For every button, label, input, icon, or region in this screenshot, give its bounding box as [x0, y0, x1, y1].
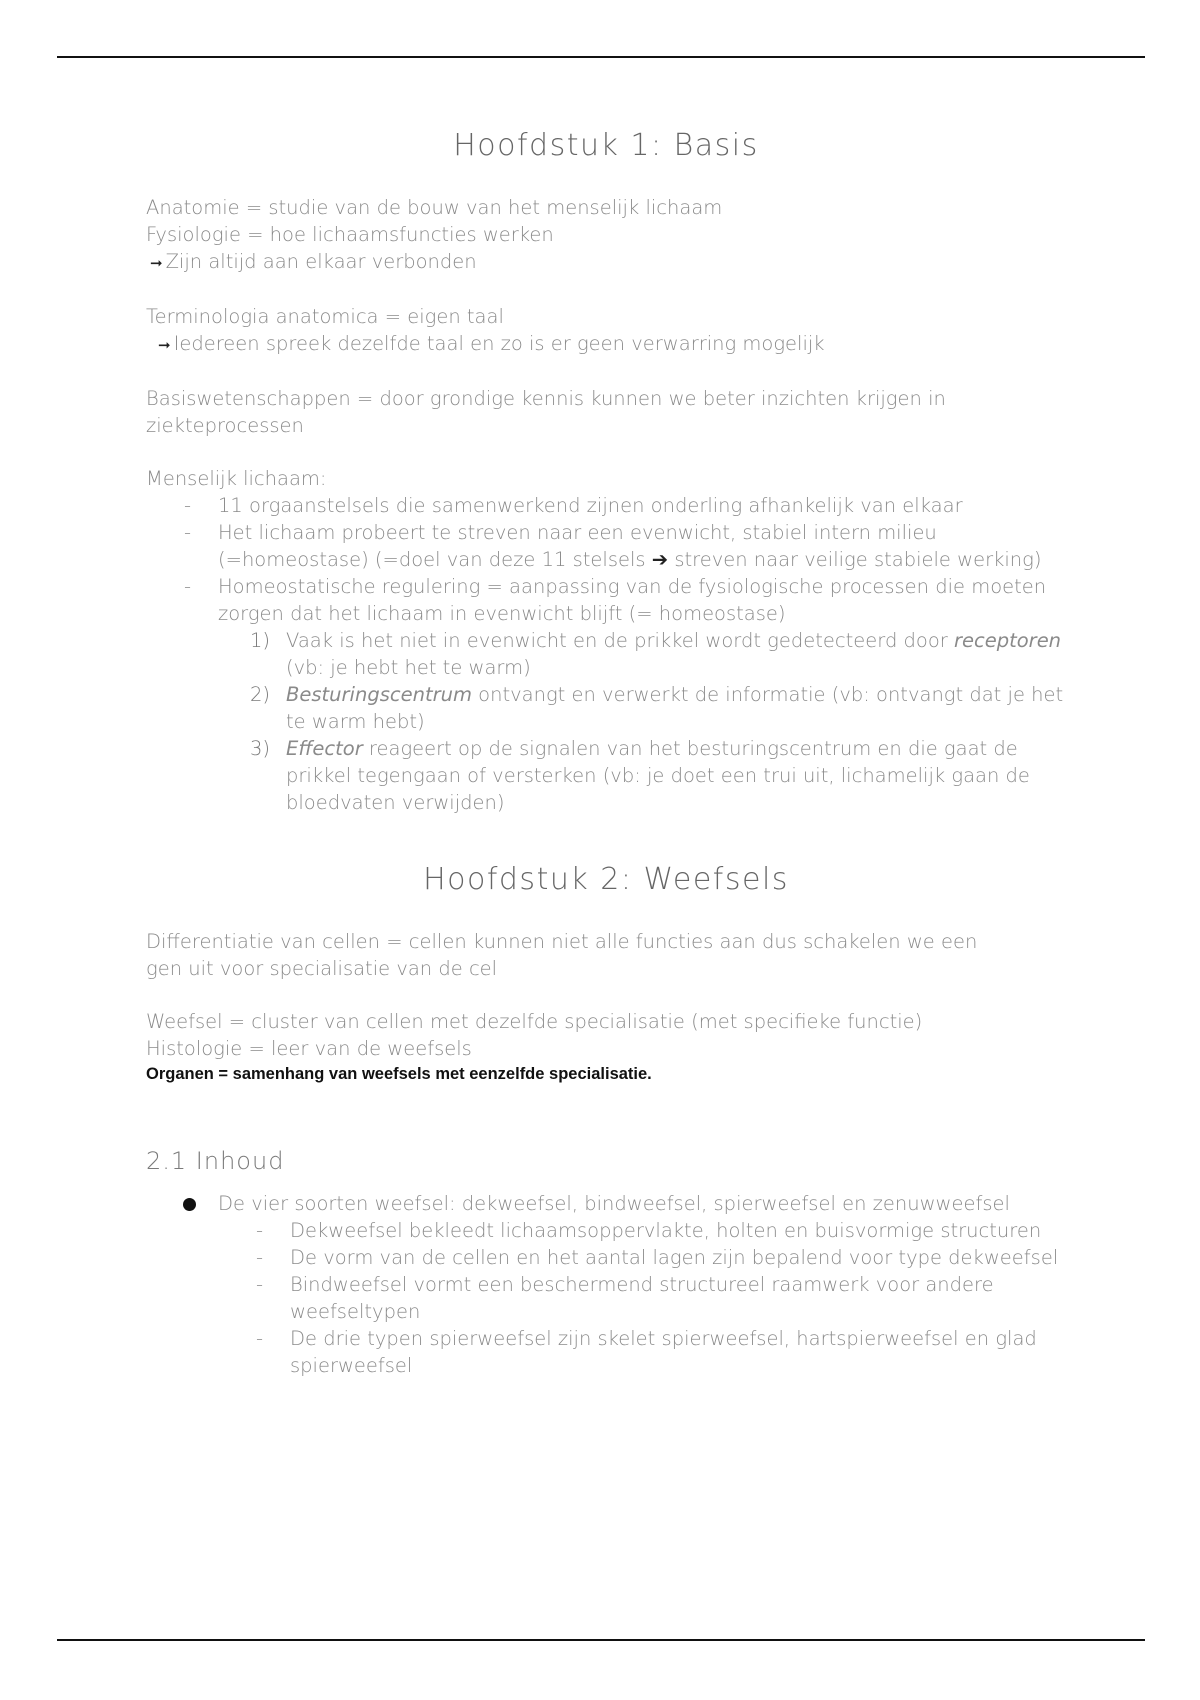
fysiologie-definition: Fysiologie = hoe lichaamsfuncties werken	[146, 223, 554, 246]
basiswetenschappen-line-2: ziekteprocessen	[146, 414, 304, 437]
list-item-text-after-arrow: streven naar veilige stabiele werking)	[674, 548, 1042, 571]
step-term: Besturingscentrum	[286, 683, 472, 706]
chapter-2-title: Hoofdstuk 2: Weefsels	[423, 862, 789, 897]
lichaam-list	[146, 492, 1066, 816]
menselijk-lichaam-heading: Menselijk lichaam:	[146, 467, 327, 490]
basiswetenschappen-line-1: Basiswetenschappen = door grondige kennis kunnen we beter inzichten krijgen in	[146, 387, 946, 410]
sublist-item: - De vorm van de cellen en het aantal lagen zijn bepalend voor type dekweefsel	[290, 1244, 1066, 1271]
top-rule	[57, 56, 1145, 58]
list-item-text: Het lichaam probeert te streven naar een evenwicht, stabiel intern milieu (=homeostase) (=doel van deze 11 stelsels	[218, 521, 937, 571]
inhoud-sublist	[218, 1217, 1066, 1379]
step-item	[250, 681, 1066, 735]
step-number: 2)	[250, 683, 271, 706]
terminologia-definition: Terminologia anatomica = eigen taal	[146, 305, 504, 328]
arrow-note-2	[146, 330, 1066, 359]
list-item-text: De vier soorten weefsel: dekweefsel, bindweefsel, spierweefsel en zenuwweefsel	[218, 1192, 1010, 1215]
right-arrow-icon: ➔	[651, 548, 669, 571]
anatomie-definition: Anatomie = studie van de bouw van het menselijk lichaam	[146, 196, 723, 219]
step-term: receptoren	[953, 629, 1062, 652]
chapter-1-title: Hoofdstuk 1: Basis	[453, 128, 759, 163]
step-number: 3)	[250, 737, 271, 760]
list-item-text: Homeostatische regulering = aanpassing van de fysiologische processen die moeten zorgen dat het lichaam in evenwicht blijft (= homeostase)	[218, 575, 1047, 625]
list-item: - 11 orgaanstelsels die samenwerkend zijnen onderling afhankelijk van elkaar	[218, 492, 1066, 519]
list-item	[218, 519, 1066, 573]
steps-list	[214, 627, 1066, 816]
page-content	[146, 128, 1066, 1379]
bullet-icon	[183, 1198, 196, 1211]
arrow-note-1	[146, 248, 1066, 277]
differentiatie-line-1: Differentiatie van cellen = cellen kunnen niet alle functies aan dus schakelen we een	[146, 930, 978, 953]
step-term: Effector	[286, 737, 363, 760]
right-arrow-icon: ➞	[150, 254, 163, 272]
histologie-definition: Histologie = leer van de weefsels	[146, 1037, 472, 1060]
list-item	[218, 573, 1066, 816]
list-item	[218, 1190, 1066, 1379]
weefsel-definition: Weefsel = cluster van cellen met dezelfde specialisatie (met specifieke functie)	[146, 1010, 923, 1033]
organen-definition: Organen = samenhang van weefsels met eenzelfde specialisatie.	[146, 1065, 652, 1083]
step-item	[250, 627, 1066, 681]
right-arrow-icon: ➞	[158, 336, 171, 354]
inhoud-list	[146, 1190, 1066, 1379]
step-text-post: ontvangt en verwerkt de informatie (vb: ontvangt dat je het te warm hebt)	[286, 683, 1064, 733]
arrow-note-2-text: Iedereen spreek dezelfde taal en zo is er geen verwarring mogelijk	[173, 332, 825, 355]
step-text-post: reageert op de signalen van het besturingscentrum en die gaat de prikkel tegengaan of versterken (vb: je doet een trui uit, lichamelijk gaan de bloedvaten verwijden)	[286, 737, 1030, 814]
step-text-pre: Vaak is het niet in evenwicht en de prikkel wordt gedetecteerd door	[286, 629, 954, 652]
arrow-note-1-text: Zijn altijd aan elkaar verbonden	[165, 250, 477, 273]
sublist-item: - Dekweefsel bekleedt lichaamsoppervlakte, holten en buisvormige structuren	[290, 1217, 1066, 1244]
bottom-rule	[57, 1639, 1145, 1641]
sublist-item: - De drie typen spierweefsel zijn skelet spierweefsel, hartspierweefsel en glad spierweefsel	[290, 1325, 1066, 1379]
sublist-item: - Bindweefsel vormt een beschermend structureel raamwerk voor andere weefseltypen	[290, 1271, 1066, 1325]
section-2-1-title: 2.1 Inhoud	[146, 1147, 285, 1175]
step-text-post: (vb: je hebt het te warm)	[286, 656, 531, 679]
step-item	[250, 735, 1066, 816]
step-number: 1)	[250, 629, 271, 652]
differentiatie-line-2: gen uit voor specialisatie van de cel	[146, 957, 498, 980]
